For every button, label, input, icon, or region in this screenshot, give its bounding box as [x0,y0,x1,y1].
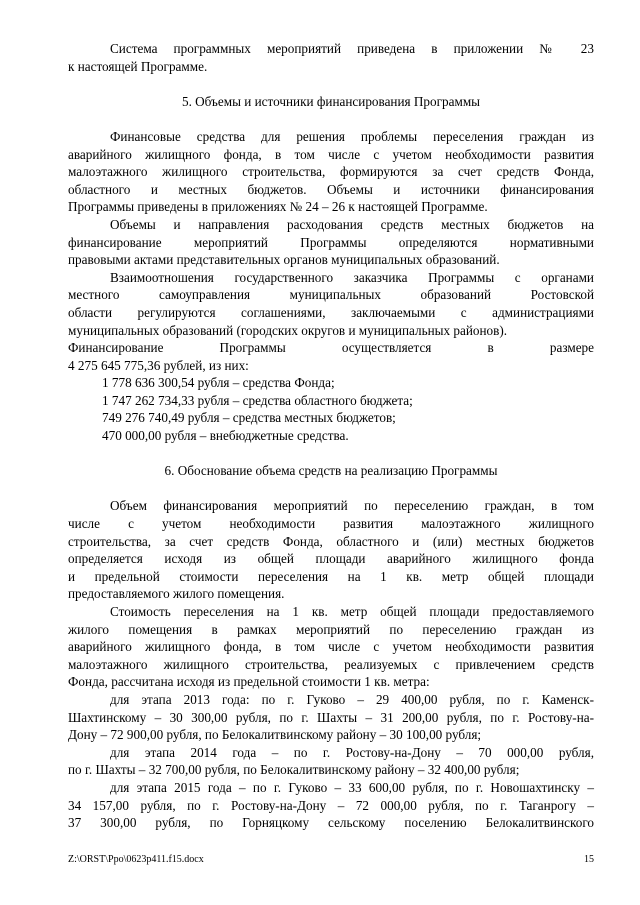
text-line: малоэтажного жилищного строительства, формируются за счет средств Фонда, [68,164,594,180]
text-line: определяется исходя из общей площади аварийного жилищного фонда [68,551,594,567]
text-line: аварийного жилищного фонда, в том числе с учетом необходимости развития [68,146,594,162]
amount-regional: 1 747 262 734,33 рубля – средства областного бюджета; [102,392,413,408]
text-line: Стоимость переселения на 1 кв. метр общей площади предоставляемого [110,604,594,619]
text-line: Финансовые средства для решения проблемы переселения граждан из [110,128,594,144]
text-line: 4 275 645 775,36 рублей, из них: [68,357,249,373]
text-line: для этапа 2014 года – по г. Ростову-на-Дону – 70 000,00 рубля, [110,744,594,760]
amount-local: 749 276 740,49 рубля – средства местных бюджетов; [102,410,396,426]
section-heading-5: 5. Объемы и источники финансирования Программы [181,93,481,109]
text-line: строительства, за счет средств Фонда, областного и (или) местных бюджетов [68,533,594,549]
text-line: местного самоуправления муниципальных образований Ростовской [68,287,594,303]
text-line: аварийного жилищного фонда, в том числе с учетом необходимости развития [68,639,594,655]
text-line: муниципальных образований (городских округов и муниципальных районов). [68,322,508,338]
text-line: Дону – 72 900,00 рубля, по Белокалитвинскому району – 30 100,00 рубля; [68,727,482,743]
footer-page-number: 15 [584,854,594,865]
text-line: 37 300,00 рубля, по Горняцкому сельскому поселению Белокалитвинского [68,815,594,831]
text-line: Финансирование Программы осуществляется в размере [68,340,594,356]
text-line: для этапа 2015 года – по г. Гуково – 33 600,00 рубля, по г. Новошахтинску – [110,779,594,795]
text-line: и предельной стоимости переселения на 1 кв. метр общей площади [68,568,594,584]
text-line: числе с учетом необходимости развития малоэтажного жилищного [68,516,594,532]
text-line: малоэтажного жилищного строительства, реализуемых с привлечением средств [68,656,594,672]
text-line: к настоящей Программе. [68,58,208,74]
text-line: 34 157,00 рубля, по г. Ростову-на-Дону – 72 000,00 рубля, по г. Таганрогу – [68,797,594,813]
text-line: жилого помещения в рамках мероприятий по переселению граждан из [68,621,594,637]
text-line: Объемы и направления расходования средств местных бюджетов на [110,216,594,232]
amount-extrabudget: 470 000,00 рубля – внебюджетные средства. [102,428,349,444]
text-line: по г. Шахты – 32 700,00 рубля, по Белокалитвинскому району – 32 400,00 рубля; [68,762,520,778]
text-line: области регулируются соглашениями, заключаемыми с администрациями [68,304,594,320]
section-heading-6: 6. Обоснование объема средств на реализацию Программы [164,463,498,479]
text-line: для этапа 2013 года: по г. Гуково – 29 400,00 рубля, по г. Каменск- [110,691,594,707]
text-line: Шахтинскому – 30 300,00 рубля, по г. Шахты – 31 200,00 рубля, по г. Ростову-на- [68,709,594,725]
text-line: Взаимоотношения государственного заказчика Программы с органами [110,269,594,285]
document-body [68,40,594,832]
text-line: финансирование мероприятий Программы определяются нормативными [68,234,594,250]
text-line: областного и местных бюджетов. Объемы и источники финансирования [68,181,594,197]
footer-file-path: Z:\ORST\Ppo\0623p411.f15.docx [68,854,204,865]
text-line: Система программных мероприятий приведена в приложении № 23 [110,41,594,56]
text-line: правовыми актами представительных органов муниципальных образований. [68,252,500,268]
text-line: Фонда, рассчитана исходя из предельной стоимости 1 кв. метра: [68,674,430,690]
amount-fund: 1 778 636 300,54 рубля – средства Фонда; [102,375,335,391]
text-line: Объем финансирования мероприятий по переселению граждан, в том [110,498,594,514]
text-line: предоставляемого жилого помещения. [68,586,285,602]
text-line: Программы приведены в приложениях № 24 – 26 к настоящей Программе. [68,199,488,215]
